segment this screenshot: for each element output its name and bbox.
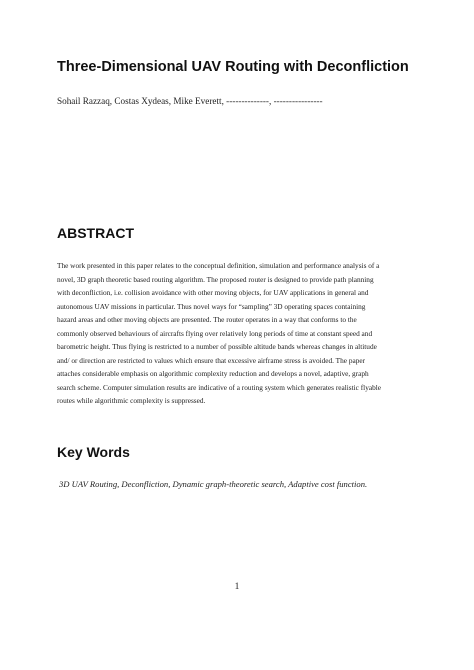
paper-title: Three-Dimensional UAV Routing with Deconfliction xyxy=(57,59,409,75)
abstract-line: autonomous UAV missions in particular. Thus novel ways for “sampling” 3D operating spaces containing xyxy=(57,301,366,311)
abstract-line: attaches considerable emphasis on algorithmic complexity reduction and develops a novel, adaptive, graph xyxy=(57,369,369,378)
author-list: Sohail Razzaq, Costas Xydeas, Mike Everett, --------------, ---------------- xyxy=(57,96,323,106)
abstract-heading: ABSTRACT xyxy=(57,225,134,241)
abstract-line: routes while algorithmic complexity is suppressed. xyxy=(57,396,206,405)
page-number: 1 xyxy=(234,582,240,592)
abstract-line: novel, 3D graph theoretic based routing algorithm. The proposed router is designed to provide path planning xyxy=(57,274,374,284)
abstract-line: with deconfliction, i.e. collision avoidance with other moving objects, for UAV applications in general and xyxy=(57,288,369,297)
abstract-body xyxy=(57,259,417,408)
abstract-line: and/ or direction are restricted to values which ensure that excessive airframe stress is avoided. The paper xyxy=(57,355,366,365)
keywords-text: 3D UAV Routing, Deconfliction, Dynamic graph-theoretic search, Adaptive cost function. xyxy=(59,479,368,489)
abstract-line: search scheme. Computer simulation results are indicative of a routing system which generates realistic flyable xyxy=(57,382,381,392)
abstract-line: commonly observed behaviours of aircrafts flying over relatively long periods of time at constant speed and xyxy=(57,328,373,338)
abstract-line: barometric height. Thus flying is restricted to a number of possible altitude bands whereas changes in altitude xyxy=(57,342,377,351)
abstract-line: hazard areas and other moving objects are presented. The router operates in a way that conforms to the xyxy=(57,315,357,324)
abstract-line: The work presented in this paper relates to the conceptual definition, simulation and performance analysis of a xyxy=(57,261,380,270)
keywords-heading: Key Words xyxy=(57,444,130,460)
